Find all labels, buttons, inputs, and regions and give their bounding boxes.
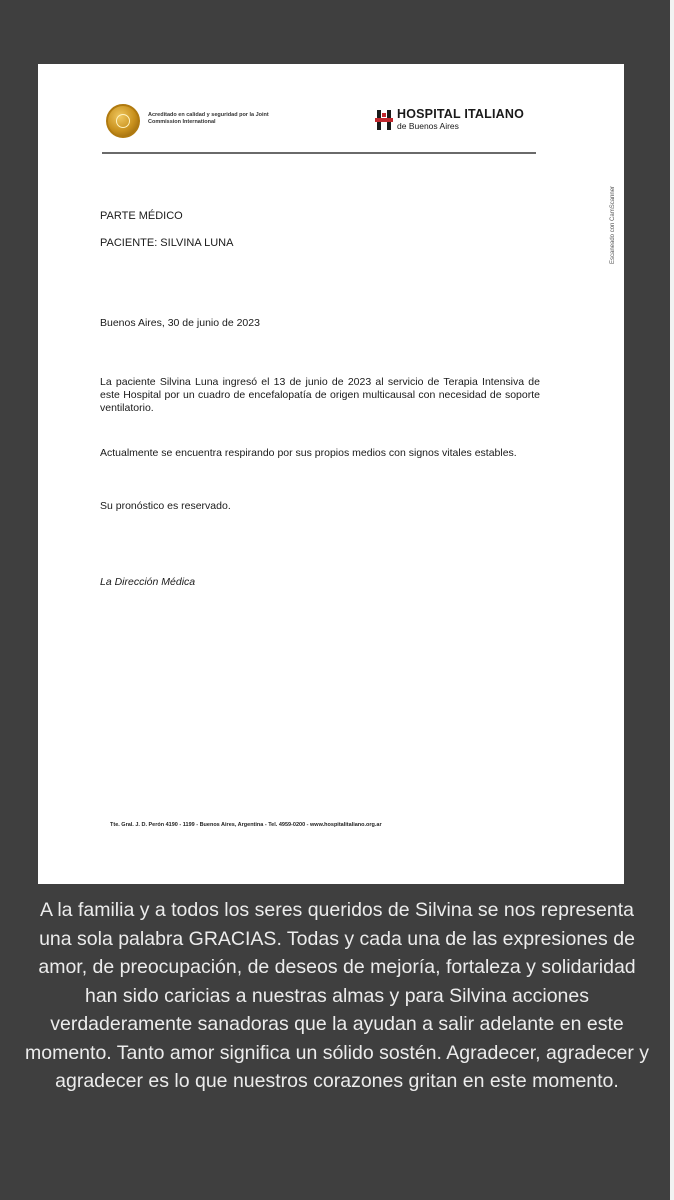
medical-report-document — [38, 64, 624, 884]
header-divider — [102, 152, 536, 154]
accreditation-seal-icon — [106, 104, 140, 138]
seal-inner-ring — [116, 114, 130, 128]
hospital-cross-icon — [375, 110, 393, 130]
report-signature: La Dirección Médica — [100, 576, 196, 588]
report-paragraph-admission: La paciente Silvina Luna ingresó el 13 de junio de 2023 al servicio de Terapia Intensiva de este Hospital por un cuadro de encefalopatía de origen multicausal con necesidad de soporte ventilatorio. — [100, 376, 540, 414]
scanner-watermark-text: Escaneado con CamScanner — [610, 185, 616, 264]
patient-name: PACIENTE: SILVINA LUNA — [100, 237, 234, 249]
accreditation-text: Acreditado en calidad y seguridad por la Joint Commission International — [148, 112, 269, 125]
scanner-watermark — [608, 134, 618, 274]
hospital-subtitle: de Buenos Aires — [397, 121, 459, 131]
hospital-name-block — [397, 108, 524, 131]
hospital-logo — [375, 108, 524, 134]
report-title: PARTE MÉDICO — [100, 210, 183, 222]
hospital-name: HOSPITAL ITALIANO — [397, 107, 525, 121]
report-paragraph-prognosis: Su pronóstico es reservado. — [100, 500, 231, 512]
family-message-caption: A la familia y a todos los seres queridos de Silvina se nos representa una sola palabra GRACIAS. Todas y cada una de las expresiones de amor, de preocupación, de deseos de mejoría, fortaleza y solidaridad han sido caricias a nuestras almas y para Silvina acciones verdaderamente sanadoras que la ayudan a salir adelante en este momento. Tanto amor significa un sólido sostén. Agradecer, agradecer y agradecer es lo que nuestros corazones gritan en este momento. — [25, 899, 649, 1092]
report-date: Buenos Aires, 30 de junio de 2023 — [100, 317, 260, 329]
report-paragraph-status: Actualmente se encuentra respirando por sus propios medios con signos vitales estables. — [100, 447, 517, 459]
document-footer: Tte. Gral. J. D. Perón 4190 - 1199 - Buenos Aires, Argentina - Tel. 4959-0200 - www.hospitalitaliano.org.ar — [110, 822, 382, 828]
